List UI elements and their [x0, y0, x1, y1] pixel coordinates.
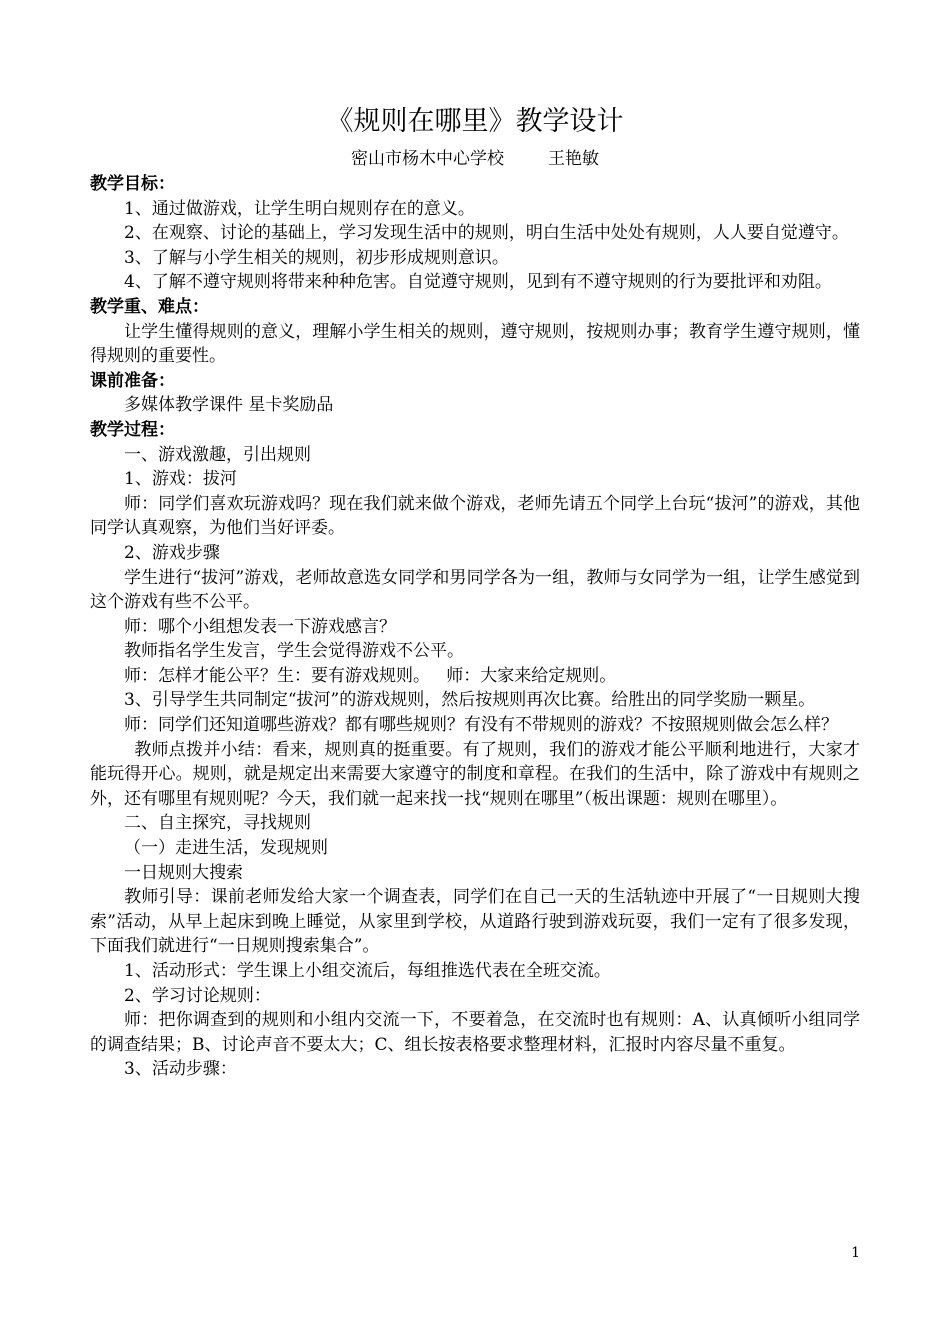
paragraph: 教师指名学生发言，学生会觉得游戏不公平。 — [124, 641, 464, 662]
paragraph: 二、自主探究，寻找规则 — [124, 813, 311, 834]
paragraph: 多媒体教学课件 星卡奖励品 — [124, 395, 334, 416]
paragraph: 2、在观察、讨论的基础上，学习发现生活中的规则，明白生活中处处有规则，人人要自觉遵守。 — [124, 223, 849, 244]
paragraph: 学生进行“拔河”游戏，老师故意选女同学和男同学各为一组，教师与女同学为一组，让学生感觉到这个游戏有些不公平。 — [90, 567, 860, 613]
section-heading: 教学目标： — [90, 174, 175, 194]
paragraph: 一日规则大搜索 — [124, 862, 243, 883]
school-name: 密山市杨木中心学校 — [351, 149, 504, 169]
paragraph: 3、活动步骤： — [124, 1059, 237, 1080]
section-heading: 教学过程： — [90, 419, 175, 440]
paragraph: 教师点拨并小结：看来，规则真的挺重要。有了规则，我们的游戏才能公平顺利地进行，大家才能玩得开心。规则，就是规定出来需要大家遵守的制度和章程。在我们的生活中，除了游戏中有规则之外，还有哪里有规则呢？今天，我们就一起来找一找“规则在哪里”（板出课题：规则在哪里）。 — [90, 739, 860, 809]
paragraph: 师：同学们喜欢玩游戏吗？现在我们就来做个游戏，老师先请五个同学上台玩“拔河”的游戏，其他同学认真观察，为他们当好评委。 — [90, 493, 860, 539]
paragraph: 3、引导学生共同制定“拔河”的游戏规则，然后按规则再次比赛。给胜出的同学奖励一颗星。 — [124, 690, 816, 711]
paragraph: 2、学习讨论规则： — [124, 985, 271, 1006]
paragraph: 1、通过做游戏，让学生明白规则存在的意义。 — [124, 198, 475, 219]
paragraph: 1、游戏：拔河 — [124, 469, 237, 490]
section-heading: 课前准备： — [90, 370, 175, 391]
paragraph: 一、游戏激趣，引出规则 — [124, 444, 311, 465]
section-heading: 教学重、难点： — [90, 296, 209, 317]
paragraph: 2、游戏步骤 — [124, 542, 220, 563]
paragraph: 师：把你调查到的规则和小组内交流一下，不要着急，在交流时也有规则：A、认真倾听小组同学的调查结果；B、讨论声音不要太大；C、组长按表格要求整理材料，汇报时内容尽量不重复。 — [90, 1010, 860, 1055]
document-title: 《规则在哪里》教学设计 — [326, 106, 624, 137]
page-number: 1 — [851, 1245, 860, 1261]
paragraph: 教师引导：课前老师发给大家一个调查表，同学们在自己一天的生活轨迹中开展了“一日规则大搜索”活动，从早上起床到晚上睡觉，从家里到学校，从道路行驶到游戏玩耍，我们一定有了很多发现，下面我们就进行“一日规则搜索集合”。 — [90, 887, 860, 957]
author-name: 王艳敏 — [548, 149, 599, 169]
paragraph: 师：怎样才能公平？生：要有游戏规则。 师：大家来给定规则。 — [124, 665, 617, 686]
paragraph: （一）走进生活，发现规则 — [124, 838, 328, 859]
document-body — [90, 172, 860, 1082]
paragraph: 1、活动形式：学生课上小组交流后，每组推选代表在全班交流。 — [124, 961, 611, 981]
paragraph: 3、了解与小学生相关的规则，初步形成规则意识。 — [124, 247, 509, 268]
paragraph: 师：哪个小组想发表一下游戏感言？ — [124, 616, 396, 637]
paragraph: 师：同学们还知道哪些游戏？都有哪些规则？有没有不带规则的游戏？不按照规则做会怎么样？ — [124, 715, 838, 736]
paragraph: 让学生懂得规则的意义，理解小学生相关的规则，遵守规则，按规则办事；教育学生遵守规则，懂得规则的重要性。 — [90, 321, 860, 367]
paragraph: 4、了解不遵守规则将带来种种危害。自觉遵守规则，见到有不遵守规则的行为要批评和劝阻。 — [124, 272, 832, 293]
byline — [0, 146, 950, 172]
